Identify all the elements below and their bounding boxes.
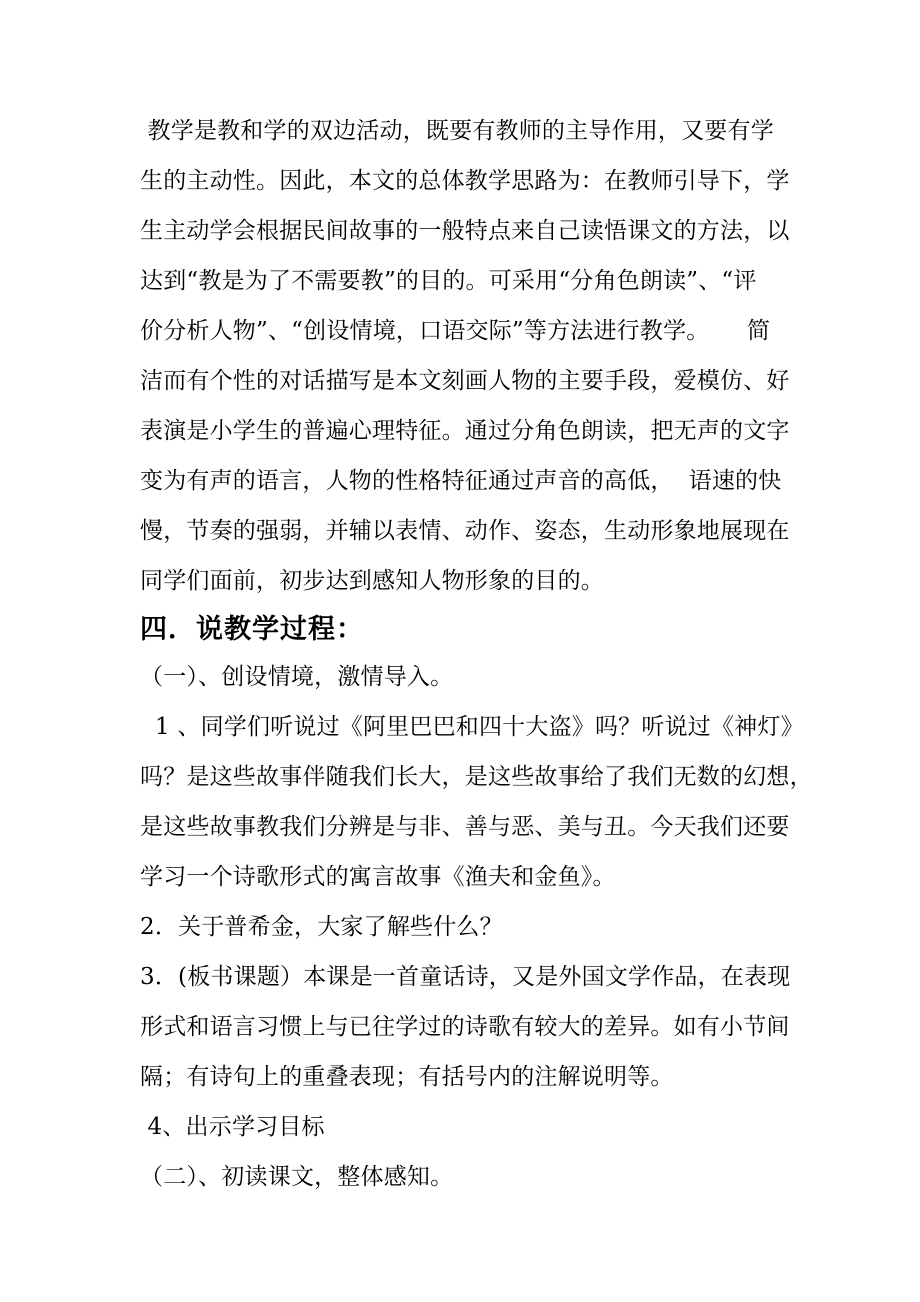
step-two-title: （二）、初读课文，整体感知。	[140, 1164, 454, 1190]
intro-line-5: 价分析人物”、“创设情境，口语交际”等方法进行教学。 简	[140, 318, 771, 344]
step-one-item-3-line-1: 3．(板书课题）本课是一首童话诗，又是外国文学作品，在表现	[140, 964, 791, 990]
step-one-item-2: 2．关于普希金，大家了解些什么？	[140, 914, 503, 940]
intro-line-10: 同学们面前，初步达到感知人物形象的目的。	[140, 568, 604, 594]
intro-line-9: 慢，节奏的强弱，并辅以表情、动作、姿态，生动形象地展现在	[140, 518, 790, 544]
step-one-item-1-line-4: 学习一个诗歌形式的寓言故事《渔夫和金鱼》。	[140, 864, 616, 890]
intro-line-6: 洁而有个性的对话描写是本文刻画人物的主要手段，爱模仿、好	[140, 368, 790, 394]
intro-line-8: 变为有声的语言，人物的性格特征通过声音的高低， 语速的快	[140, 468, 782, 494]
intro-line-2: 生的主动性。因此，本文的总体教学思路为：在教师引导下，学	[140, 168, 790, 194]
step-one-item-1-line-2: 吗？是这些故事伴随我们长大，是这些故事给了我们无数的幻想，	[140, 764, 813, 790]
intro-line-1: 教学是教和学的双边活动，既要有教师的主导作用，又要有学	[140, 118, 774, 144]
intro-line-7: 表演是小学生的普遍心理特征。通过分角色朗读，把无声的文字	[140, 418, 790, 444]
step-one-item-3-line-3: 隔；有诗句上的重叠表现；有括号内的注解说明等。	[140, 1064, 674, 1090]
step-one-item-4: 4、出示学习目标	[140, 1114, 325, 1140]
step-one-title: （一）、创设情境，激情导入。	[140, 664, 454, 690]
step-one-item-1-line-1: 1 、同学们听说过《阿里巴巴和四十大盗》吗？听说过《神灯》	[140, 714, 804, 740]
step-one-item-1-line-3: 是这些故事教我们分辨是与非、善与恶、美与丑。今天我们还要	[140, 814, 790, 840]
step-one-item-3-line-2: 形式和语言习惯上与已往学过的诗歌有较大的差异。如有小节间	[140, 1014, 790, 1040]
section-heading: 四．说教学过程：	[140, 614, 364, 645]
intro-line-4: 达到“教是为了不需要教”的目的。可采用“分角色朗读”、“评	[140, 268, 757, 294]
intro-line-3: 生主动学会根据民间故事的一般特点来自己读悟课文的方法，以	[140, 218, 790, 244]
